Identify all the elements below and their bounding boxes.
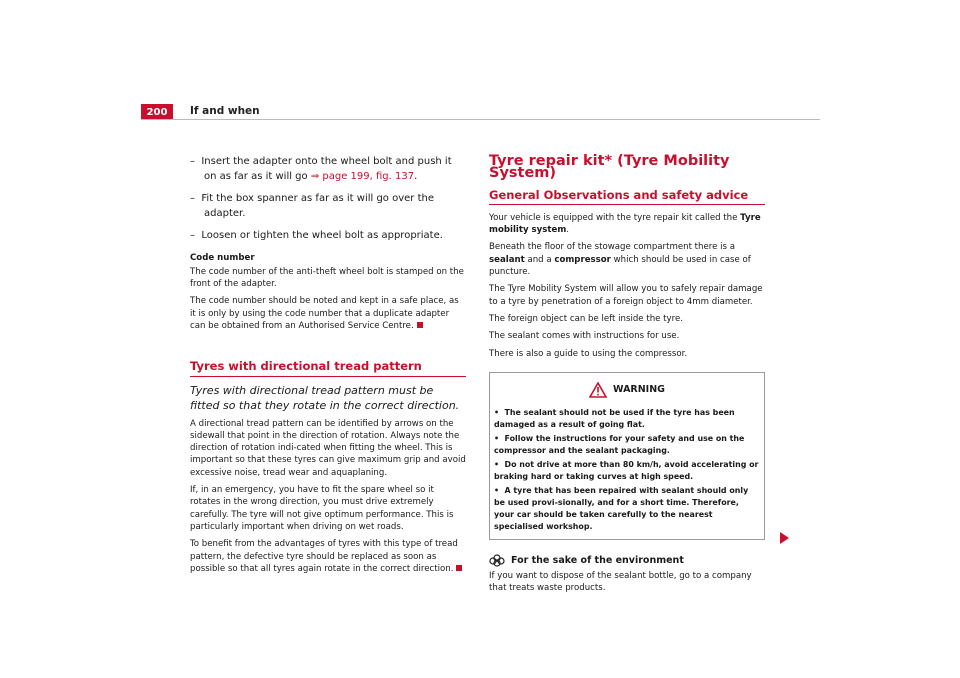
environment-header xyxy=(489,554,765,568)
tread-section-heading: Tyres with directional tread pattern xyxy=(190,360,466,376)
tread-paragraph-2: If, in an emergency, you have to fit the spare wheel so it rotates in the wrong direction, you must drive extremely carefully. The tyre will not give optimum performance. This is particularly important when driving on wet roads. xyxy=(190,485,454,532)
warning-box xyxy=(489,372,765,540)
right-column xyxy=(489,155,765,599)
warning-title: WARNING xyxy=(613,383,665,395)
step-2: – Fit the box spanner as far as it will go over the adapter. xyxy=(190,193,434,219)
tread-lead-text: Tyres with directional tread pattern must be fitted so that they rotate in the correct direction. xyxy=(190,383,460,412)
flower-icon xyxy=(489,554,505,568)
step-3: – Loosen or tighten the wheel bolt as appropriate. xyxy=(190,230,443,241)
warning-header xyxy=(490,373,764,407)
environment-title: For the sake of the environment xyxy=(511,554,684,566)
end-mark-icon xyxy=(456,565,462,571)
intro-paragraph: Your vehicle is equipped with the tyre repair kit called the Tyre mobility system. xyxy=(489,212,761,236)
code-paragraph-1: The code number of the anti-theft wheel bolt is stamped on the front of the adapter. xyxy=(190,266,464,290)
section-heading: General Observations and safety advice xyxy=(489,189,765,205)
warning-item: • A tyre that has been repaired with sealant should only be used provi-sionally, and for a short time. Therefore, your car should be taken carefully to the nearest specialised workshop. xyxy=(494,485,749,531)
left-column xyxy=(190,155,466,580)
foreign-object-paragraph: The foreign object can be left inside the tyre. xyxy=(489,313,683,324)
chapter-section-title: Tyre repair kit* (Tyre Mobility System) xyxy=(489,153,730,182)
page-link[interactable]: ⇒ page 199, fig. 137 xyxy=(310,170,415,182)
next-page-arrow-icon[interactable] xyxy=(780,532,789,544)
location-paragraph: Beneath the floor of the stowage compartment there is a sealant and a compressor which should be used in case of puncture. xyxy=(489,242,751,278)
header-rule xyxy=(141,119,820,120)
page-number: 200 xyxy=(141,104,173,120)
warning-item: • Do not drive at more than 80 km/h, avoid accelerating or braking hard or taking curves at high speed. xyxy=(494,459,759,481)
warning-list xyxy=(490,407,764,539)
end-mark-icon xyxy=(417,322,423,328)
environment-text: If you want to dispose of the sealant bottle, go to a company that treats waste products. xyxy=(489,570,752,594)
warning-item: • The sealant should not be used if the tyre has been damaged as a result of going flat. xyxy=(494,407,735,429)
compressor-paragraph: There is also a guide to using the compressor. xyxy=(489,348,688,359)
tread-paragraph-3: To benefit from the advantages of tyres with this type of tread pattern, the defective tyre should be replaced as soon as possible so that all tyres again rotate in the correct direction. xyxy=(190,538,466,575)
warning-triangle-icon xyxy=(589,382,607,398)
step-1: – Insert the adapter onto the wheel bolt and push it on as far as it will go ⇒ page 199, fig. 137. xyxy=(190,156,452,182)
capability-paragraph: The Tyre Mobility System will allow you to safely repair damage to a tyre by penetration of a foreign object to 4mm diameter. xyxy=(489,284,763,307)
chapter-title: If and when xyxy=(190,105,260,117)
code-paragraph-2: The code number should be noted and kept in a safe place, as it is only by using the code number that a duplicate adapter can be obtained from an Authorised Service Centre. xyxy=(190,296,459,331)
tread-paragraph-1: A directional tread pattern can be identified by arrows on the sidewall that point in the direction of rotation. Always note the direction of rotation indi-cated when fitting the wheel. This is important so that these tyres can give maximum grip and avoid excessive noise, tread wear and aquaplaning. xyxy=(190,418,466,478)
sealant-paragraph: The sealant comes with instructions for use. xyxy=(489,331,680,342)
code-number-heading: Code number xyxy=(190,252,255,263)
warning-item: • Follow the instructions for your safety and use on the compressor and the sealant packaging. xyxy=(494,433,745,455)
